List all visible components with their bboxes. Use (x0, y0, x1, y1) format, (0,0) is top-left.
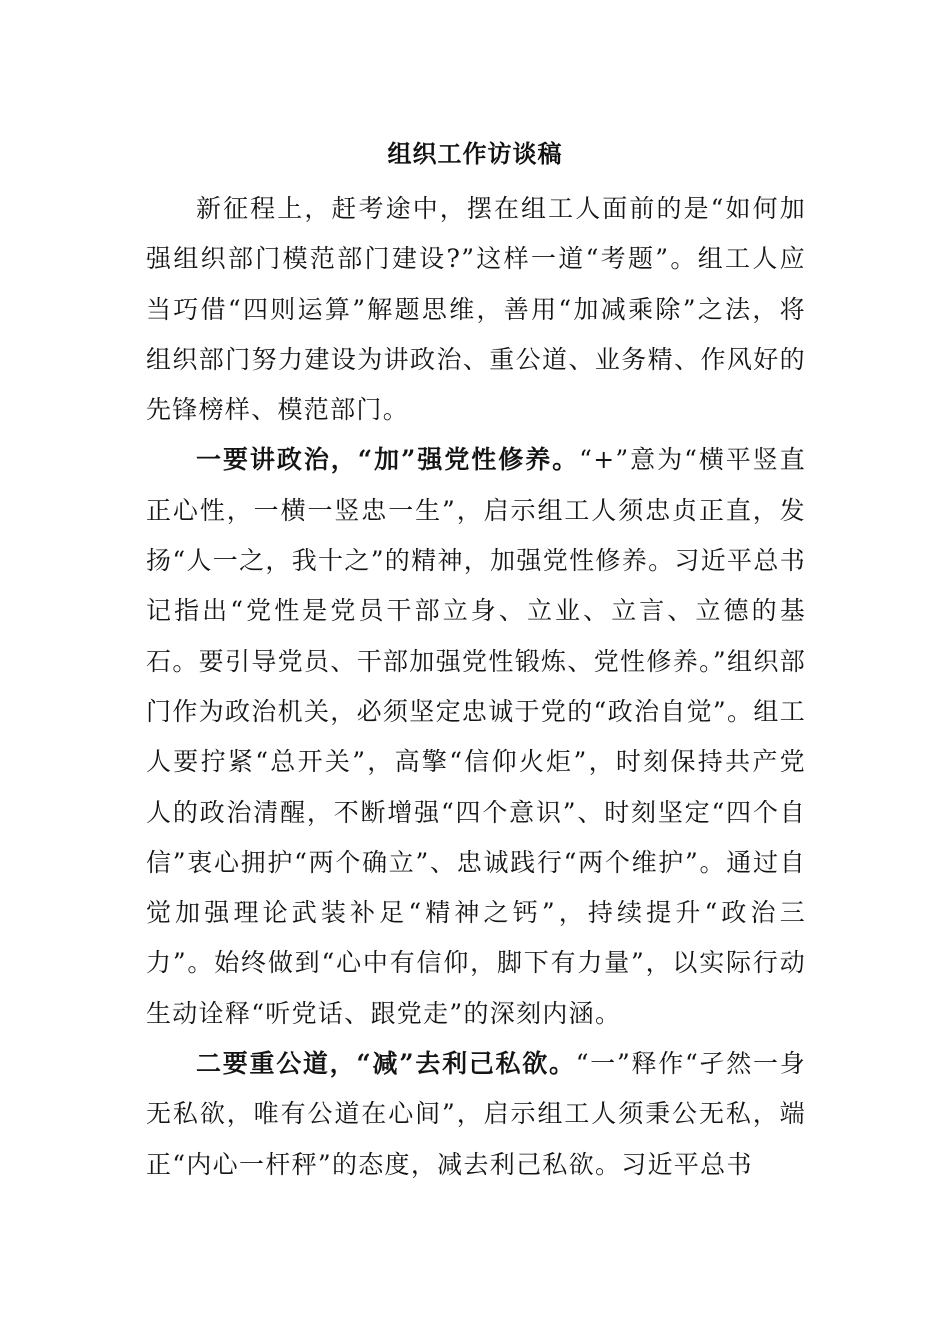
paragraph-intro (146, 184, 806, 435)
paragraph-text: “一”释作“孑然一身无私欲，唯有公道在心间”，启示组工人须秉公无私，端正“内心一杆秤”的态度，减去利己私欲。习近平总书 (146, 1049, 807, 1179)
section-heading-politics: 一要讲政治，“加”强党性修养。 (196, 445, 580, 475)
section-heading-fairness: 二要重公道，“减”去利己私欲。 (196, 1049, 576, 1079)
paragraph-section-2 (146, 1039, 806, 1190)
document-body (146, 184, 806, 1190)
paragraph-text: 新征程上，赶考途中，摆在组工人面前的是“如何加强组织部门模范部门建设?”这样一道“考题”。组工人应当巧借“四则运算”解题思维，善用“加减乘除”之法，将组织部门努力建设为讲政治、重公道、业务精、作风好的先锋榜样、模范部门。 (146, 194, 806, 425)
paragraph-text: “+”意为“横平竖直正心性，一横一竖忠一生”，启示组工人须忠贞正直，发扬“人一之，我十之”的精神，加强党性修养。习近平总书记指出“党性是党员干部立身、立业、立言、立德的基石。要引导党员、干部加强党性锻炼、党性修养。”组织部门作为政治机关，必须坚定忠诚于党的“政治自觉”。组工人要拧紧“总开关”，高擎“信仰火炬”，时刻保持共产党人的政治清醒，不断增强“四个意识”、时刻坚定“四个自信”衷心拥护“两个确立”、忠诚践行“两个维护”。通过自觉加强理论武装补足“精神之钙”，持续提升“政治三力”。始终做到“心中有信仰，脚下有力量”，以实际行动生动诠释“听党话、跟党走”的深刻内涵。 (146, 445, 806, 1028)
paragraph-section-1 (146, 435, 806, 1039)
document-title: 组织工作访谈稿 (387, 139, 563, 168)
